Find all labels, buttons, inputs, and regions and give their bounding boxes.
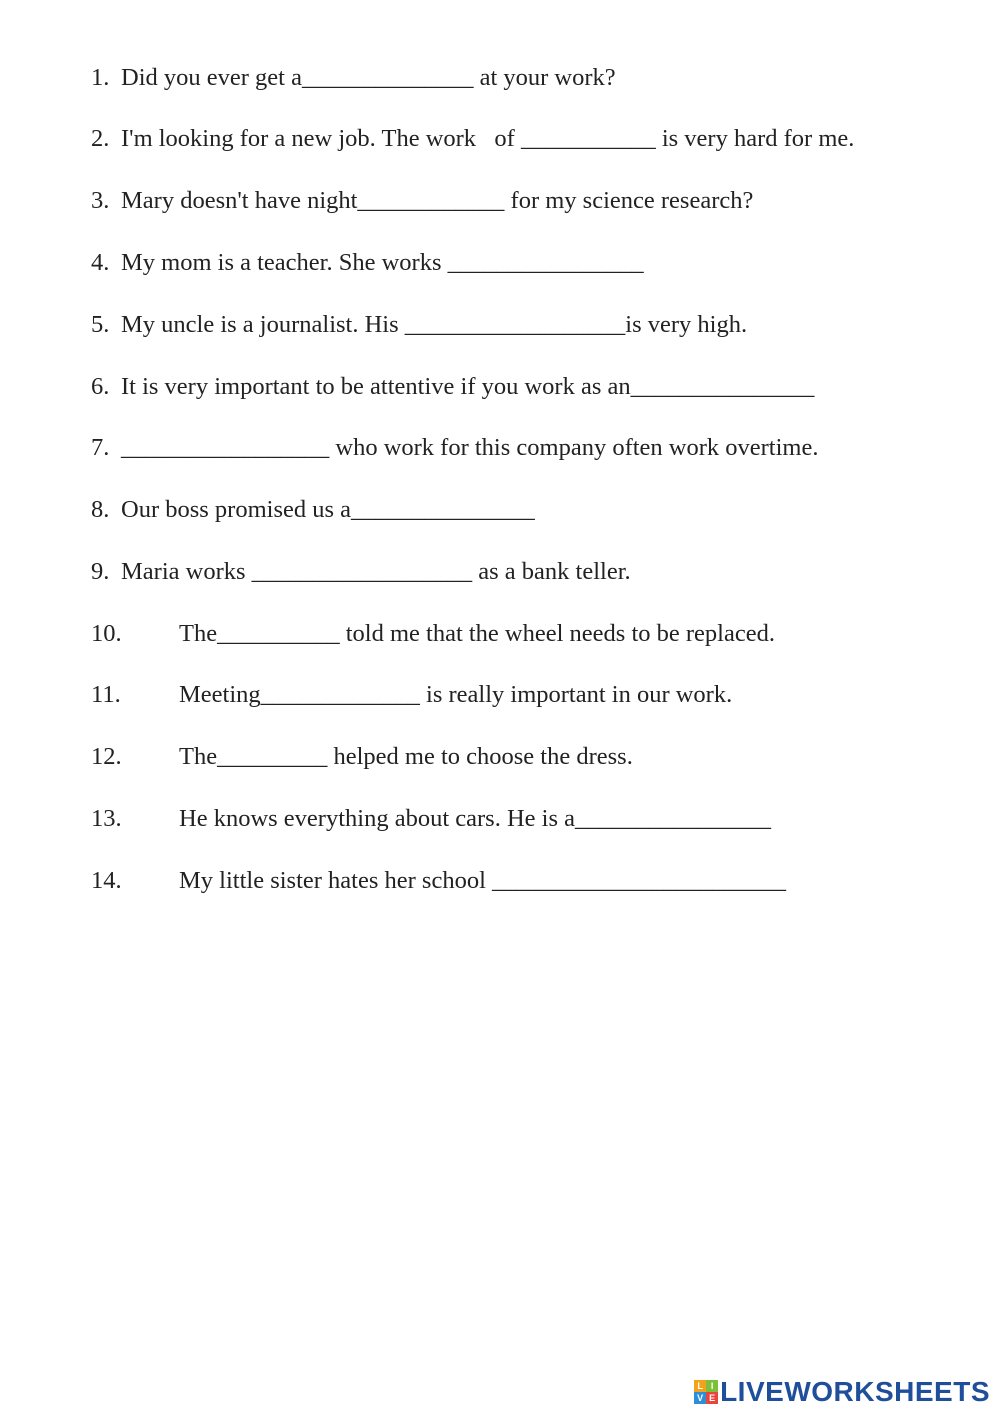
liveworksheets-brand xyxy=(694,1374,990,1410)
question-9 xyxy=(91,557,631,587)
logo-tile-l: L xyxy=(694,1380,706,1392)
question-2 xyxy=(91,124,854,154)
question-number: 5. xyxy=(91,311,110,338)
question-3 xyxy=(91,186,753,216)
question-10 xyxy=(91,619,775,649)
question-13 xyxy=(91,804,771,834)
question-number: 4. xyxy=(91,249,110,276)
question-text: _________________ who work for this company often work overtime. xyxy=(121,434,819,461)
question-number: 9. xyxy=(91,558,110,585)
liveworksheets-logo-icon xyxy=(694,1380,718,1404)
question-4 xyxy=(91,248,644,278)
brand-name: LIVEWORKSHEETS xyxy=(720,1376,990,1407)
question-11 xyxy=(91,680,732,710)
question-5 xyxy=(91,310,747,340)
question-number: 8. xyxy=(91,496,110,523)
question-6 xyxy=(91,372,814,402)
question-text: My little sister hates her school ________________________ xyxy=(179,867,786,894)
question-number: 10. xyxy=(91,620,122,647)
logo-tile-e: E xyxy=(706,1392,718,1404)
question-text: Did you ever get a______________ at your work? xyxy=(121,64,616,91)
question-text: The_________ helped me to choose the dress. xyxy=(179,743,633,770)
question-number: 7. xyxy=(91,434,110,461)
logo-tile-i: I xyxy=(706,1380,718,1392)
question-text: He knows everything about cars. He is a________________ xyxy=(179,805,771,832)
question-number: 6. xyxy=(91,373,110,400)
question-text: I'm looking for a new job. The work of ___________ is very hard for me. xyxy=(121,125,855,152)
question-number: 13. xyxy=(91,805,122,832)
question-text: It is very important to be attentive if you work as an_______________ xyxy=(121,373,815,400)
question-text: My uncle is a journalist. His __________________is very high. xyxy=(121,311,748,338)
question-text: Meeting_____________ is really important in our work. xyxy=(179,681,733,708)
question-text: Our boss promised us a_______________ xyxy=(121,496,535,523)
question-text: Mary doesn't have night____________ for my science research? xyxy=(121,187,754,214)
question-number: 1. xyxy=(91,64,110,91)
question-12 xyxy=(91,742,633,772)
question-8 xyxy=(91,495,535,525)
question-number: 14. xyxy=(91,867,122,894)
question-number: 2. xyxy=(91,125,110,152)
question-number: 11. xyxy=(91,681,121,708)
question-number: 12. xyxy=(91,743,122,770)
question-text: Maria works __________________ as a bank teller. xyxy=(121,558,631,585)
logo-tile-v: V xyxy=(694,1392,706,1404)
question-text: My mom is a teacher. She works ________________ xyxy=(121,249,644,276)
question-14 xyxy=(91,866,786,896)
question-number: 3. xyxy=(91,187,110,214)
question-1 xyxy=(91,63,616,93)
question-7 xyxy=(91,433,818,463)
question-text: The__________ told me that the wheel needs to be replaced. xyxy=(179,620,775,647)
